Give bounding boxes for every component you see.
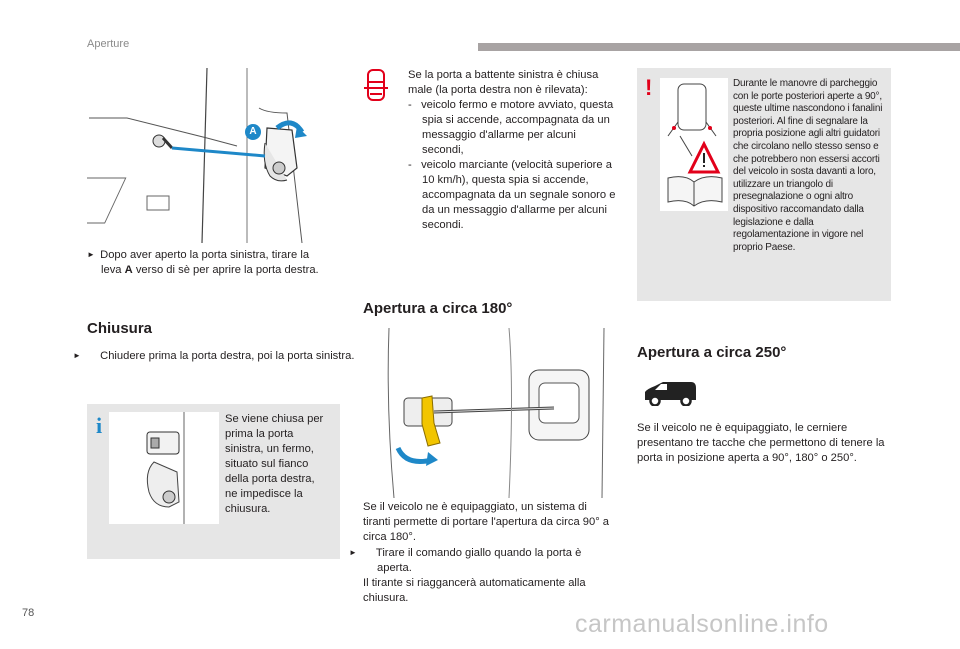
text-180-bullet-text: Tirare il comando giallo quando la porta è aperta.: [375, 547, 582, 574]
header-bar: [478, 43, 960, 51]
text-250: Se il veicolo ne è equipaggiato, le cerniere presentano tre tacche che permettono di tenere la porta in posizione aperta a 90°, 180° o 250°.: [637, 422, 885, 464]
warning-item-text: veicolo fermo e motore avviato, questa spia si accende, accompagnata da un messaggio d'allarme per alcuni secondi,: [421, 99, 614, 156]
text-180-bullet: [349, 545, 613, 576]
alert-icon: !: [645, 75, 653, 100]
door-stop-illustration: [109, 412, 219, 524]
info-box: [87, 404, 340, 559]
bullet-marker: ►: [73, 351, 81, 360]
page-number: 78: [22, 607, 35, 619]
text-180-end: Il tirante si riaggancerà automaticamente alla chiusura.: [363, 577, 586, 604]
warning-block: [408, 68, 618, 233]
alert-box: [637, 68, 891, 301]
triangle-manual-illustration: [660, 78, 728, 211]
lever-label: A: [124, 264, 133, 276]
door-warning-lamp-icon: [362, 68, 390, 102]
closing-instruction: [73, 348, 361, 364]
intro-text-prefix: leva: [101, 264, 125, 276]
warning-intro: Se la porta a battente sinistra è chiusa male (la porta destra non è rilevata):: [408, 69, 599, 96]
door-latch-illustration: [87, 68, 339, 243]
section-title: Aperture: [87, 38, 130, 50]
alert-text: Durante le manovre di parcheggio con le porte posteriori aperte a 90°, queste ultime nascondono i fanalini posteriori. Al fine di segnalare la propria posizione agli altri guidatori che circolano nello stesso senso e che potrebbero non essersi accorti del veicolo in sosta davanti a loro, utilizzare un triangolo di presegnalazione o ogni altro dispositivo raccomandato dalla legislazione e dalla regolamentazione in vigore nel proprio Paese.: [733, 78, 883, 253]
info-text: Se viene chiusa per prima la porta sinistra, un fermo, situato sul fianco della porta destra, ne impedisce la chiusura.: [225, 413, 324, 515]
warning-item: - veicolo fermo e motore avviato, questa spia si accende, accompagnata da un messaggio d'allarme per alcuni secondi,: [408, 99, 614, 156]
warning-item-text: veicolo marciante (velocità superiore a 10 km/h), questa spia si accende, accompagnata da un segnale sonoro e da un messaggio d'allarme per alcuni secondi.: [421, 159, 616, 231]
text-180-para: Se il veicolo ne è equipaggiato, un sistema di tiranti permette di portare l'apertura da circa 90° a circa 180°.: [363, 501, 610, 543]
intro-text-1: Dopo aver aperto la porta sinistra, tirare la: [100, 249, 310, 261]
heading-180: Apertura a circa 180°: [363, 300, 513, 317]
bullet-marker: ►: [349, 548, 357, 557]
watermark: carmanualsonline.info: [575, 610, 829, 638]
callout-a: A: [245, 124, 261, 140]
info-icon: i: [96, 413, 103, 438]
bullet-marker: ►: [87, 250, 95, 259]
intro-instruction: [87, 247, 347, 278]
intro-text-rest: verso di sè per aprire la porta destra.: [132, 264, 319, 276]
text-180-block: [349, 500, 613, 606]
strap-illustration: [384, 328, 607, 498]
closing-text: Chiudere prima la porta destra, poi la porta sinistra.: [100, 350, 355, 362]
van-icon: [641, 380, 699, 406]
warning-item: - veicolo marciante (velocità superiore a 10 km/h), questa spia si accende, accompagnata da un segnale sonoro e da un messaggio d'allarme per alcuni secondi.: [408, 159, 616, 231]
closing-heading: Chiusura: [87, 320, 153, 337]
heading-250: Apertura a circa 250°: [637, 344, 787, 361]
